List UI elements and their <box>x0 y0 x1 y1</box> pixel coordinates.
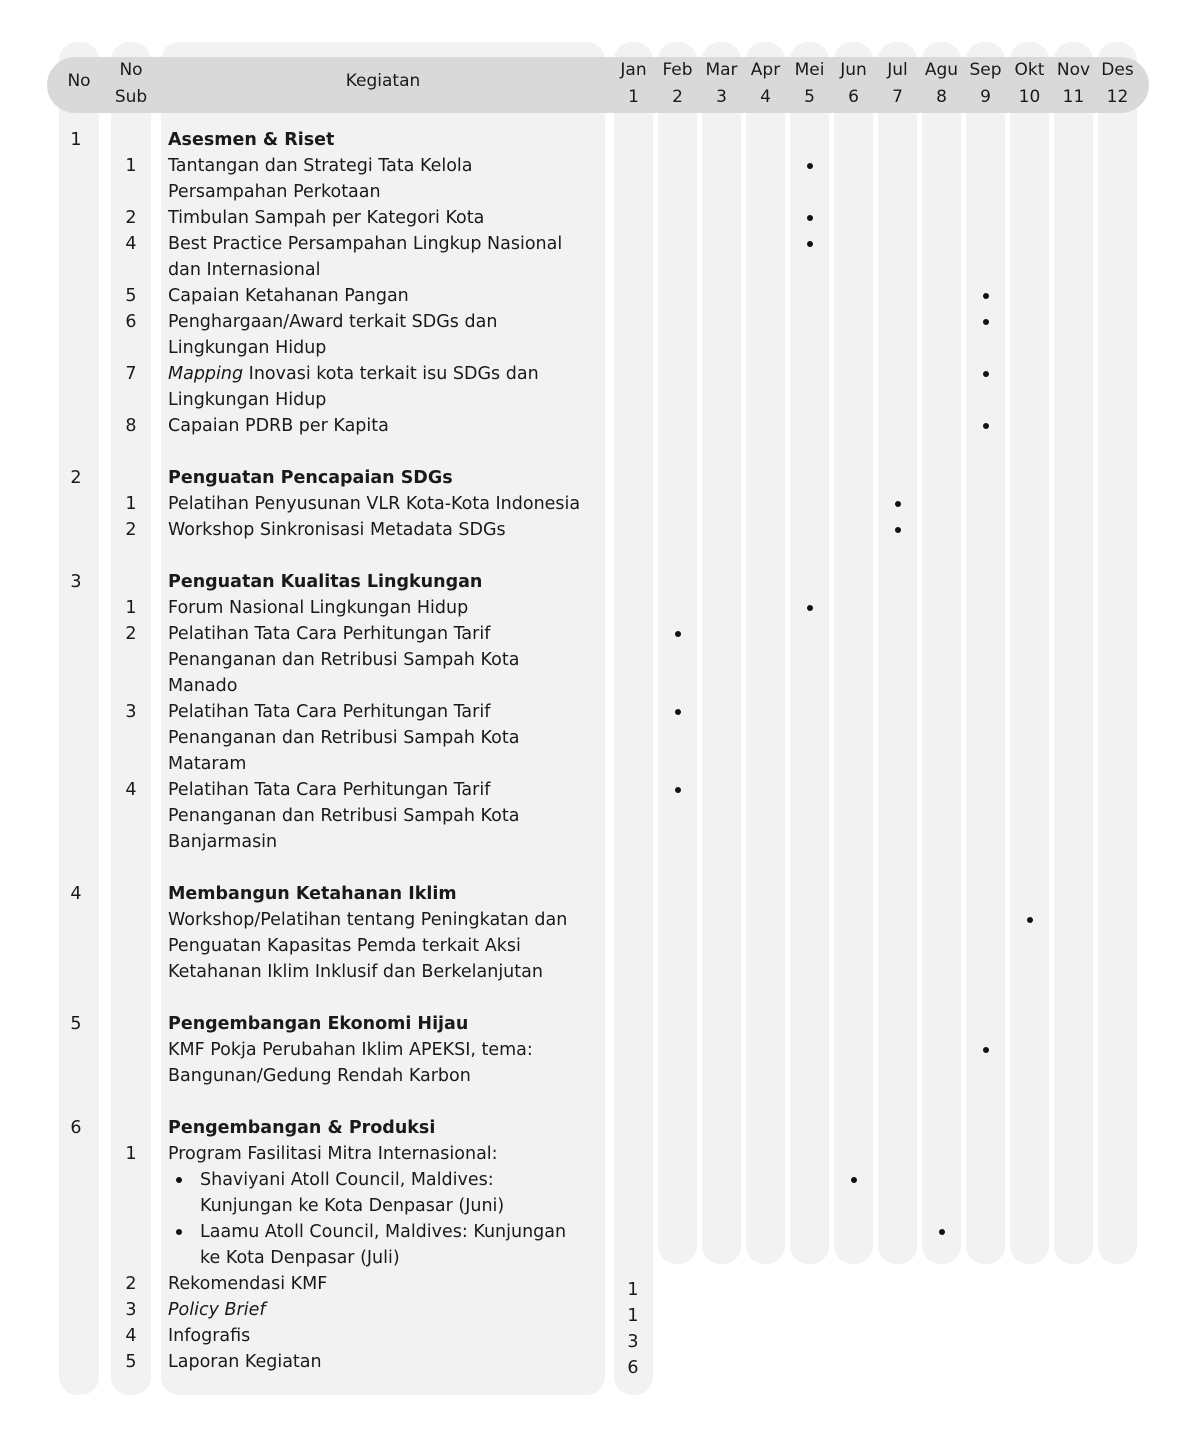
month-column-bg-sep <box>966 42 1005 1264</box>
sub-number: 4 <box>125 780 137 800</box>
schedule-dot-month-8 <box>939 1229 945 1235</box>
activity-text: Workshop Sinkronisasi Metadata SDGs <box>168 520 506 540</box>
section-title: Pengembangan Ekonomi Hijau <box>168 1014 469 1034</box>
activity-text: Persampahan Perkotaan <box>168 182 381 202</box>
activity-text: Penanganan dan Retribusi Sampah Kota <box>168 806 520 826</box>
activity-text: Capaian Ketahanan Pangan <box>168 286 409 306</box>
header-month-name-8: Agu <box>924 60 959 80</box>
header-no-sub-line2: Sub <box>114 87 148 107</box>
activity-text: Policy Brief <box>168 1300 266 1320</box>
schedule-dot-month-5 <box>807 215 813 221</box>
month-column-bg-jul <box>878 42 917 1264</box>
schedule-dot-month-7 <box>895 501 901 507</box>
month-column-bg-jan <box>614 42 653 1395</box>
section-number: 2 <box>70 468 82 488</box>
activity-text: Pelatihan Tata Cara Perhitungan Tarif <box>168 624 491 644</box>
jan-count-value: 3 <box>627 1332 639 1352</box>
schedule-dot-month-9 <box>983 293 989 299</box>
sub-number: 3 <box>125 1300 137 1320</box>
bullet-text: ke Kota Denpasar (Juli) <box>200 1248 400 1268</box>
schedule-dot-month-7 <box>895 527 901 533</box>
sub-number: 4 <box>125 234 137 254</box>
schedule-dot-month-9 <box>983 423 989 429</box>
header-month-num-1: 1 <box>628 87 639 107</box>
sub-number: 3 <box>125 702 137 722</box>
header-month-num-3: 3 <box>716 87 727 107</box>
sub-number: 2 <box>125 520 137 540</box>
activity-text: KMF Pokja Perubahan Iklim APEKSI, tema: <box>168 1040 533 1060</box>
activity-text: Manado <box>168 676 238 696</box>
activity-text: Bangunan/Gedung Rendah Karbon <box>168 1066 471 1086</box>
sub-number: 1 <box>125 156 137 176</box>
sub-number: 1 <box>125 598 137 618</box>
no-column-bg <box>59 42 99 1395</box>
activity-text: Workshop/Pelatihan tentang Peningkatan dan <box>168 910 568 930</box>
activity-text: Penghargaan/Award terkait SDGs dan <box>168 312 498 332</box>
header-month-num-9: 9 <box>980 87 991 107</box>
activity-text: Pelatihan Tata Cara Perhitungan Tarif <box>168 702 491 722</box>
header-month-name-3: Mar <box>705 60 738 80</box>
schedule-dot-month-2 <box>675 631 681 637</box>
header-month-num-8: 8 <box>936 87 947 107</box>
activity-text: Best Practice Persampahan Lingkup Nasional <box>168 234 563 254</box>
header-month-num-10: 10 <box>1018 87 1041 107</box>
sub-number: 2 <box>125 1274 137 1294</box>
month-column-bg-mei <box>790 42 829 1264</box>
activity-text: Banjarmasin <box>168 832 278 852</box>
activity-text: Program Fasilitasi Mitra Internasional: <box>168 1144 498 1164</box>
sub-number: 1 <box>125 494 137 514</box>
activity-text-rest: Inovasi kota terkait isu SDGs dan <box>243 364 539 384</box>
month-column-bg-agu <box>922 42 961 1264</box>
activity-text: Penguatan Kapasitas Pemda terkait Aksi <box>168 936 521 956</box>
sub-number: 2 <box>125 624 137 644</box>
activity-text: Tantangan dan Strategi Tata Kelola <box>168 156 473 176</box>
activity-text: Lingkungan Hidup <box>168 338 327 358</box>
sub-number: 7 <box>125 364 137 384</box>
header-month-num-4: 4 <box>760 87 771 107</box>
header-month-num-5: 5 <box>804 87 815 107</box>
section-title: Membangun Ketahanan Iklim <box>168 884 457 904</box>
schedule-dot-month-5 <box>807 163 813 169</box>
schedule-dot-month-2 <box>675 709 681 715</box>
activity-text: Penanganan dan Retribusi Sampah Kota <box>168 728 520 748</box>
header-month-name-2: Feb <box>662 60 693 80</box>
month-column-bg-nov <box>1054 42 1093 1264</box>
section-number: 3 <box>70 572 82 592</box>
header-month-num-7: 7 <box>892 87 903 107</box>
sub-number: 2 <box>125 208 137 228</box>
header-month-num-11: 11 <box>1062 87 1085 107</box>
schedule-dot-month-10 <box>1027 917 1033 923</box>
sub-number: 4 <box>125 1326 137 1346</box>
header-month-name-10: Okt <box>1014 60 1045 80</box>
month-column-bg-apr <box>746 42 785 1264</box>
month-column-bg-des <box>1098 42 1137 1264</box>
schedule-dot-month-9 <box>983 1047 989 1053</box>
activity-text: Infografis <box>168 1326 251 1346</box>
activity-text: Timbulan Sampah per Kategori Kota <box>168 208 485 228</box>
schedule-dot-month-5 <box>807 241 813 247</box>
bullet-text: Shaviyani Atoll Council, Maldives: <box>200 1170 494 1190</box>
header-month-name-11: Nov <box>1056 60 1091 80</box>
sub-number: 6 <box>125 312 137 332</box>
activity-text: Penanganan dan Retribusi Sampah Kota <box>168 650 520 670</box>
activity-italic-term: Mapping <box>168 364 244 384</box>
header-kegiatan: Kegiatan <box>345 71 421 91</box>
bullet-text: Laamu Atoll Council, Maldives: Kunjungan <box>200 1222 567 1242</box>
header-month-num-2: 2 <box>672 87 683 107</box>
activity-text: Lingkungan Hidup <box>168 390 327 410</box>
schedule-dot-month-9 <box>983 319 989 325</box>
list-bullet <box>176 1229 182 1235</box>
header-month-name-1: Jan <box>620 60 647 80</box>
header-no: No <box>67 71 91 91</box>
activity-text: Ketahanan Iklim Inklusif dan Berkelanjutan <box>168 962 543 982</box>
section-title: Penguatan Pencapaian SDGs <box>168 468 453 488</box>
schedule-dot-month-6 <box>851 1177 857 1183</box>
header-month-name-9: Sep <box>969 60 1002 80</box>
sub-number: 1 <box>125 1144 137 1164</box>
jan-count-value: 1 <box>627 1306 639 1326</box>
activity-text: Laporan Kegiatan <box>168 1352 322 1372</box>
activity-text: Capaian PDRB per Kapita <box>168 416 389 436</box>
section-number: 5 <box>70 1014 82 1034</box>
month-column-bg-jun <box>834 42 873 1264</box>
header-month-name-6: Jun <box>840 60 867 80</box>
bullet-text: Kunjungan ke Kota Denpasar (Juni) <box>200 1196 505 1216</box>
schedule-dot-month-2 <box>675 787 681 793</box>
activity-text: Pelatihan Penyusunan VLR Kota-Kota Indonesia <box>168 494 581 514</box>
activity-text: Mataram <box>168 754 247 774</box>
header-month-num-12: 12 <box>1106 87 1129 107</box>
activity-text: Forum Nasional Lingkungan Hidup <box>168 598 469 618</box>
section-number: 4 <box>70 884 82 904</box>
schedule-dot-month-5 <box>807 605 813 611</box>
section-title: Asesmen & Riset <box>168 130 335 150</box>
section-number: 1 <box>70 130 82 150</box>
sub-number: 5 <box>125 286 137 306</box>
sub-number: 5 <box>125 1352 137 1372</box>
jan-count-value: 1 <box>627 1280 639 1300</box>
section-title: Pengembangan & Produksi <box>168 1118 436 1138</box>
section-title: Penguatan Kualitas Lingkungan <box>168 572 483 592</box>
header-no-sub-line1: No <box>119 60 143 80</box>
jan-count-value: 6 <box>627 1358 639 1378</box>
month-column-bg-mar <box>702 42 741 1264</box>
header-month-num-6: 6 <box>848 87 859 107</box>
header-month-name-5: Mei <box>794 60 825 80</box>
activity-text <box>168 361 539 387</box>
header-month-name-4: Apr <box>750 60 781 80</box>
header-month-name-12: Des <box>1101 60 1134 80</box>
activity-text: Pelatihan Tata Cara Perhitungan Tarif <box>168 780 491 800</box>
month-column-bg-feb <box>658 42 697 1264</box>
header-month-name-7: Jul <box>887 60 908 80</box>
activity-text: Rekomendasi KMF <box>168 1274 328 1294</box>
activity-text: dan Internasional <box>168 260 321 280</box>
sub-number: 8 <box>125 416 137 436</box>
section-number: 6 <box>70 1118 82 1138</box>
list-bullet <box>176 1177 182 1183</box>
schedule-dot-month-9 <box>983 371 989 377</box>
month-column-bg-okt <box>1010 42 1049 1264</box>
